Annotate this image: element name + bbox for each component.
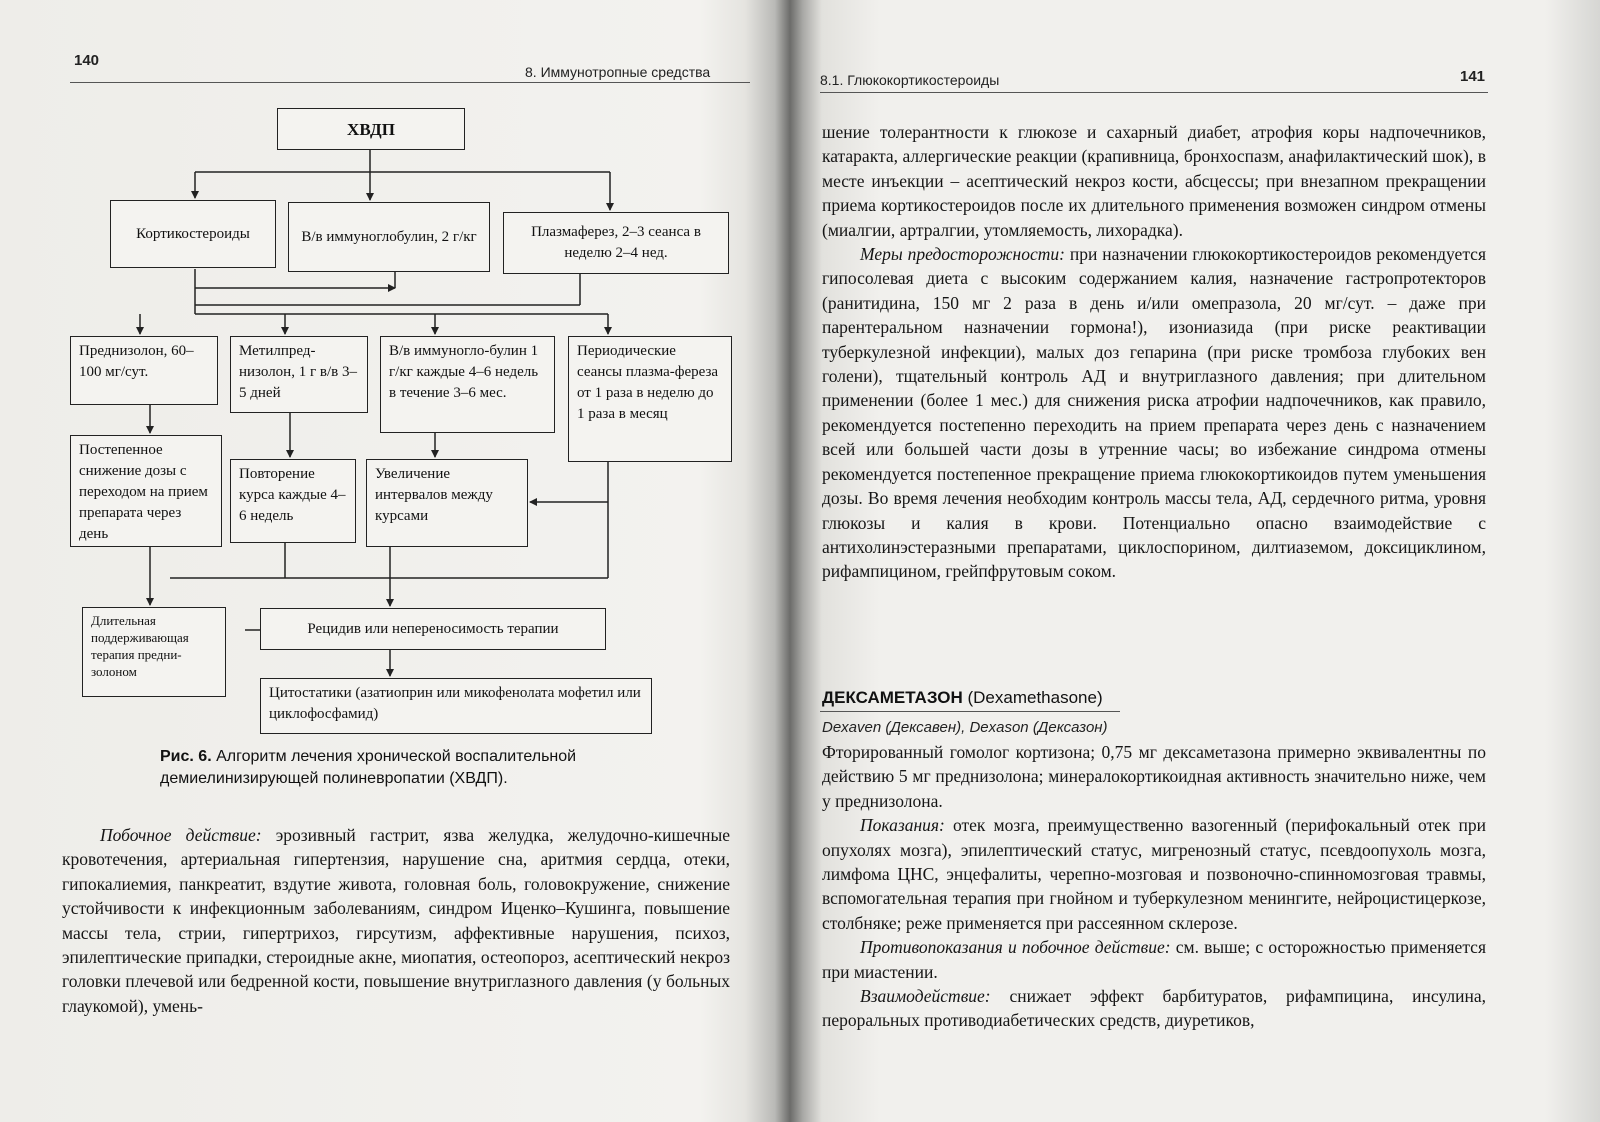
interactions-paragraph <box>822 984 1486 1033</box>
drug-latin-name: (Dexamethasone) <box>967 688 1103 707</box>
flowchart-node-ivig-maintenance: В/в иммуногло-булин 1 г/кг каждые 4–6 недель в течение 3–6 мес. <box>380 336 555 433</box>
page-number-left: 140 <box>74 52 100 69</box>
precautions-text: при назначении глюкокортикостероидов рекомендуется гипосолевая диета с высоким содержанием калия, назначение гастропротекторов (ранитидина, 150 мг 2 раза в день и/или омепразола, 20 мг/сут. – даже при парентеральном назначении гормона!), изониазида (при риске реактивации туберкулезной инфекции), малых доз гепарина (при риске тромбоза глубоких вен голени), тщательный контроль АД и внутриглазного давления; при длительном применении (более 1 мес.) для снижения риска атрофии надпочечников, как правило, рекомендуется постепенно переходить на прием препарата через день с назначением всей или большей части дозы в утренние часы; во избежание синдрома отмены рекомендуется постепенное прекращение приема глюкокортикоидов путем уменьшения дозы. Во время лечения необходим контроль массы тела, АД, сердечного ритма, уровня глюкозы и калия в крови. Потенциально опасно взаимодействие с антихолинэстеразными препаратами, циклоспорином, дилтиаземом, доксициклином, рифампицином, грейпфрутовым соком. <box>822 244 1487 582</box>
flowchart-node-periodic-plasmapheresis: Периодические сеансы плазма-фереза от 1 раза в неделю до 1 раза в месяц <box>568 336 732 462</box>
right-body-text <box>822 120 1486 584</box>
running-header-left: 8. Иммунотропные средства <box>525 64 711 80</box>
flowchart-node-prednisolone: Преднизолон, 60–100 мг/сут. <box>70 336 218 405</box>
precautions-paragraph <box>822 242 1486 584</box>
left-page <box>60 0 750 1122</box>
drug-name: ДЕКСАМЕТАЗОН <box>822 688 963 707</box>
flowchart-node-dose-tapering: Постепенное снижение дозы с переходом на прием препарата через день <box>70 435 222 547</box>
flowchart-node-plasmapheresis: Плазмаферез, 2–3 сеанса в неделю 2–4 нед. <box>503 212 729 274</box>
drug-heading <box>822 688 1103 708</box>
indications-heading: Показания: <box>860 815 945 836</box>
right-page <box>820 0 1520 1122</box>
contraindications-paragraph <box>822 935 1486 984</box>
continuation-paragraph: шение толерантности к глюкозе и сахарный диабет, атрофия коры надпочечников, катаракта, аллергические реакции (крапивница, бронхоспазм, анафилактический шок), в месте инъекции – асептический некроз кости, абсцессы; при внезапном прекращении приема кортикостероидов после их длительного применения возможен синдром отмены (миалгии, артралгии, утомляемость, лихорадка). <box>822 122 1486 240</box>
precautions-heading: Меры предосторожности: <box>860 244 1065 265</box>
flowchart-node-repeat-course: Повторение курса каждые 4–6 недель <box>230 459 356 543</box>
side-effects-text: эрозивный гастрит, язва желудка, желудочно-кишечные кровотечения, артериальная гипертензия, нарушение сна, аритмия сердца, отеки, гипокалиемия, панкреатит, вздутие живота, головная боль, головокружение, снижение устойчивости к инфекционным заболеваниям, синдром Иценко–Кушинга, повышение массы тела, стрии, гипертрихоз, гирсутизм, аффективные нарушения, психоз, эпилептические припадки, стероидные акне, миопатия, остеопороз, асептический некроз головки плечевой или бедренной кости, повышение внутриглазного давления (у больных глаукомой), умень- <box>62 825 731 1016</box>
flowchart-node-corticosteroids: Кортикостероиды <box>110 200 276 268</box>
interactions-text: снижает эффект барбитуратов, рифампицина, инсулина, пероральных противодиабетических средств, диуретиков, <box>822 986 1486 1031</box>
header-rule-right <box>820 92 1488 93</box>
contraindications-text: см. выше; с осторожностью применяется при миастении. <box>822 937 1486 982</box>
indications-paragraph <box>822 813 1486 935</box>
flowchart-node-top: ХВДП <box>277 108 465 150</box>
side-effects-paragraph <box>62 823 730 1018</box>
figure-caption-text: Алгоритм лечения хронической воспалительной демиелинизирующей полиневропатии (ХВДП). <box>160 748 577 787</box>
drug-heading-rule <box>820 711 1120 712</box>
drug-body-text <box>822 740 1486 1033</box>
interactions-heading: Взаимодействие: <box>860 986 991 1007</box>
flowchart-node-long-term-therapy: Длительная поддерживающая терапия предни-золоном <box>82 607 226 697</box>
flowchart-node-methylprednisolone: Метилпред-низолон, 1 г в/в 3–5 дней <box>230 336 368 413</box>
running-header-right: 8.1. Глюкокортикостероиды <box>820 72 1000 88</box>
figure-label: Рис. 6. <box>160 748 212 765</box>
flowchart-node-ivig: В/в иммуноглобулин, 2 г/кг <box>288 202 490 272</box>
flowchart <box>60 0 750 735</box>
indications-text: отек мозга, преимущественно вазогенный (перифокальный отек при опухолях мозга), эпилептический статус, мигренозный статус, псевдоопухоль мозга, лимфома ЦНС, энцефалиты, черепно-мозговая и позвоночно-спинномозговая травмы, вспомогательная терапия при гнойном и туберкулезном менингите, нейроцистицеркозе, столбняке; реже применяется при рассеянном склерозе. <box>822 815 1487 933</box>
figure-caption <box>160 746 660 790</box>
contraindications-heading: Противопоказания и побочное действие: <box>860 937 1171 958</box>
drug-trade-names: Dexaven (Дексавен), Dexason (Дексазон) <box>822 719 1108 736</box>
flowchart-node-cytostatics: Цитостатики (азатиоприн или микофенолата мофетил или циклофосфамид) <box>260 678 652 734</box>
page-number-right: 141 <box>1460 68 1486 85</box>
flowchart-node-interval-increase: Увеличение интервалов между курсами <box>366 459 528 547</box>
drug-description: Фторированный гомолог кортизона; 0,75 мг дексаметазона примерно эквивалентны по действию 5 мг преднизолона; минералокортикоидная активность значительно ниже, чем у преднизолона. <box>822 742 1486 811</box>
flowchart-node-relapse: Рецидив или непереносимость терапии <box>260 608 606 650</box>
side-effects-heading: Побочное действие: <box>100 825 262 845</box>
